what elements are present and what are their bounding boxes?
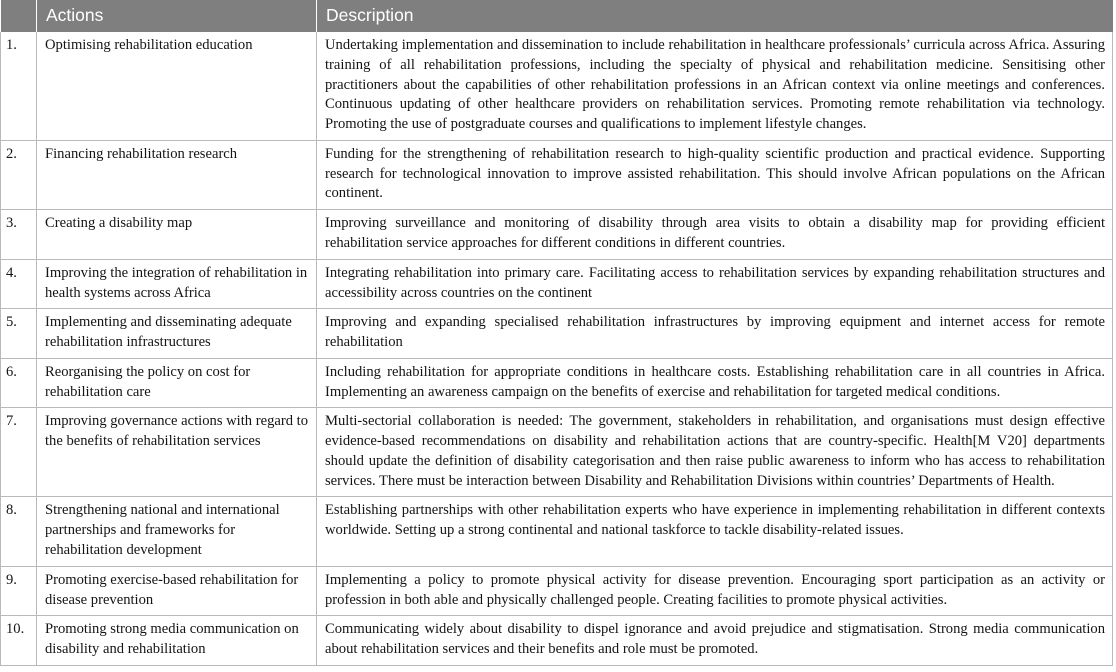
row-number: 1. xyxy=(1,32,37,140)
table-header xyxy=(1,0,1113,32)
row-description: Implementing a policy to promote physical activity for disease prevention. Encouraging sport participation as an activity or profession in both able and physically challenged people. Creating facilities to promote physical activities. xyxy=(317,566,1113,616)
row-number: 2. xyxy=(1,140,37,209)
row-action: Implementing and disseminating adequate rehabilitation infrastructures xyxy=(37,309,317,359)
column-header-number xyxy=(1,0,37,32)
table-body xyxy=(1,32,1113,665)
table-row xyxy=(1,616,1113,666)
column-header-description: Description xyxy=(317,0,1113,32)
table-row xyxy=(1,408,1113,497)
row-action: Promoting exercise-based rehabilitation for disease prevention xyxy=(37,566,317,616)
row-number: 7. xyxy=(1,408,37,497)
table-row xyxy=(1,497,1113,566)
row-number: 9. xyxy=(1,566,37,616)
row-number: 5. xyxy=(1,309,37,359)
row-number: 3. xyxy=(1,210,37,260)
row-description: Multi-sectorial collaboration is needed: The government, stakeholders in rehabilitation, and organisations must design effective evidence-based recommendations on disability and rehabilitation actions that are country-specific. Health[M V20] departments should update the definition of disability categorisation and then raise public awareness to inform who has access to rehabilitation services. There must be interaction between Disability and Rehabilitation Divisions within countries’ Departments of Health. xyxy=(317,408,1113,497)
row-description: Communicating widely about disability to dispel ignorance and avoid prejudice and stigmatisation. Strong media communication about rehabilitation services and their benefits and role must be promoted. xyxy=(317,616,1113,666)
row-description: Improving and expanding specialised rehabilitation infrastructures by improving equipment and internet access for remote rehabilitation xyxy=(317,309,1113,359)
table-row xyxy=(1,358,1113,408)
row-action: Reorganising the policy on cost for rehabilitation care xyxy=(37,358,317,408)
row-action: Improving the integration of rehabilitation in health systems across Africa xyxy=(37,259,317,309)
column-header-actions: Actions xyxy=(37,0,317,32)
row-number: 8. xyxy=(1,497,37,566)
row-action: Creating a disability map xyxy=(37,210,317,260)
row-description: Funding for the strengthening of rehabilitation research to high-quality scientific production and practical evidence. Supporting research for technological innovation to improve assisted rehabilitation. This should involve African populations on the African continent. xyxy=(317,140,1113,209)
row-description: Improving surveillance and monitoring of disability through area visits to obtain a disability map for providing efficient rehabilitation service approaches for different conditions in different countries. xyxy=(317,210,1113,260)
table-row xyxy=(1,566,1113,616)
table-row xyxy=(1,32,1113,140)
row-action: Promoting strong media communication on disability and rehabilitation xyxy=(37,616,317,666)
row-number: 10. xyxy=(1,616,37,666)
row-description: Including rehabilitation for appropriate conditions in healthcare costs. Establishing rehabilitation care in all countries in Africa. Implementing an awareness campaign on the benefits of exercise and rehabilitation for targeted medical conditions. xyxy=(317,358,1113,408)
table-row xyxy=(1,140,1113,209)
table-row xyxy=(1,309,1113,359)
row-action: Financing rehabilitation research xyxy=(37,140,317,209)
table-row xyxy=(1,259,1113,309)
row-description: Integrating rehabilitation into primary care. Facilitating access to rehabilitation services by expanding rehabilitation structures and accessibility across countries on the continent xyxy=(317,259,1113,309)
row-number: 4. xyxy=(1,259,37,309)
row-number: 6. xyxy=(1,358,37,408)
row-description: Establishing partnerships with other rehabilitation experts who have experience in implementing rehabilitation in different contexts worldwide. Setting up a strong continental and national taskforce to tackle disability-related issues. xyxy=(317,497,1113,566)
row-action: Improving governance actions with regard to the benefits of rehabilitation services xyxy=(37,408,317,497)
table-header-row xyxy=(1,0,1113,32)
row-action: Strengthening national and international partnerships and frameworks for rehabilitation development xyxy=(37,497,317,566)
table-row xyxy=(1,210,1113,260)
row-description: Undertaking implementation and dissemination to include rehabilitation in healthcare professionals’ curricula across Africa. Assuring training of all rehabilitation professions, including the specialty of physical and rehabilitation medicine. Sensitising other practitioners about the capabilities of other rehabilitation professions in an African context via online meetings and conferences. Continuous updating of other healthcare providers on rehabilitation services. Promoting remote rehabilitation via technology. Promoting the use of postgraduate courses and qualifications to implement lifestyle changes. xyxy=(317,32,1113,140)
row-action: Optimising rehabilitation education xyxy=(37,32,317,140)
